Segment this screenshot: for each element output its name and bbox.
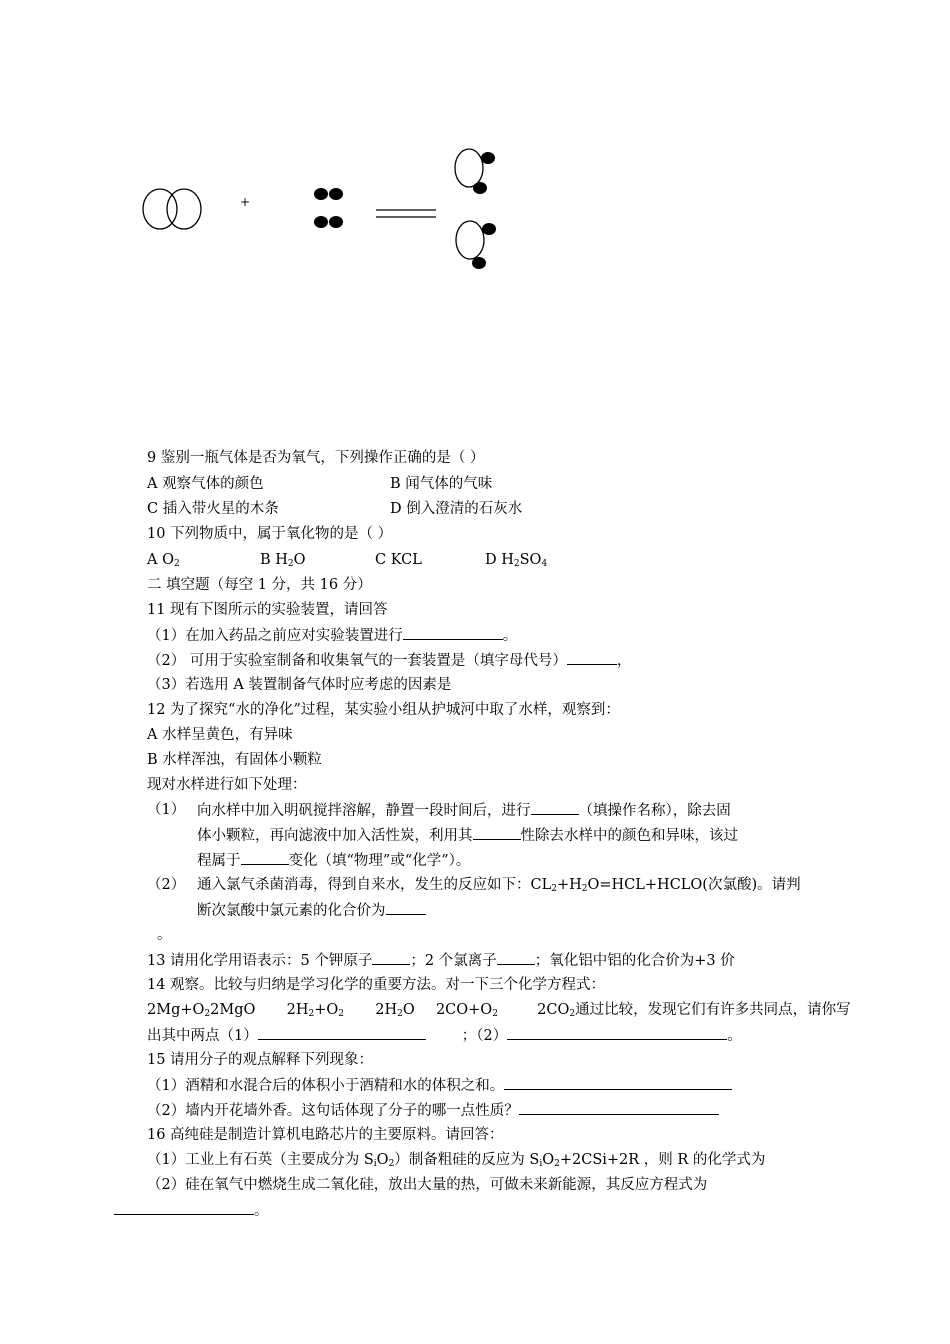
section-heading: 二 填空题（每空 1 分，共 16 分）: [147, 577, 372, 593]
equals-sign: [376, 210, 436, 217]
hydrogen-molecules-icon: [314, 188, 343, 228]
q16-part2: （2）硅在氧气中燃烧生成二氧化硅，放出大量的热，可做未来新能源，其反应方程式为: [147, 1177, 708, 1193]
q9-stem: 9 鉴别一瓶气体是否为氧气，下列操作正确的是（ ）: [147, 450, 485, 466]
q12-step2-line2: 断次氯酸中氯元素的化合价为: [197, 900, 426, 920]
q12-step1-line1: 向水样中加入明矾搅拌溶解，静置一段时间后，进行 （填操作名称），除去固: [197, 800, 731, 820]
q14-equations: $2Mg+O_22MgO$ $2H_2+O_2$ $2H_2O$ $2CO+O_2$ $2CO_2$通过比较，发现它们有许多共同点，请你写: [147, 1002, 851, 1019]
q15-part1: （1）酒精和水混合后的体积小于酒精和水的体积之和。: [147, 1075, 732, 1095]
answer-blank[interactable]: [241, 850, 289, 865]
answer-blank[interactable]: [403, 625, 503, 640]
answer-blank[interactable]: [567, 650, 617, 665]
q11-part1: （1）在加入药品之前应对实验装置进行 。: [147, 625, 517, 645]
answer-blank[interactable]: [519, 1100, 719, 1115]
q10-option-b: B $H_2O$: [260, 552, 306, 569]
q14-stem: 14 观察。比较与归纳是学习化学的重要方法。对一下三个化学方程式：: [147, 977, 606, 993]
q12-intro: 现对水样进行如下处理：: [147, 777, 307, 793]
answer-blank[interactable]: [504, 1075, 732, 1090]
q12-step1-number: （1）: [147, 802, 186, 818]
answer-blank[interactable]: [114, 1200, 254, 1215]
answer-blank[interactable]: [507, 1025, 727, 1040]
q12-observation-b: B 水样浑浊，有固体小颗粒: [147, 752, 322, 768]
answer-blank[interactable]: [473, 825, 521, 840]
q12-stem: 12 为了探究“水的净化”过程，某实验小组从护城河中取了水样，观察到：: [147, 702, 620, 718]
answer-blank[interactable]: [372, 950, 410, 965]
q16-part1: （1）工业上有石英（主要成分为 $S_iO_2$）制备粗硅的反应为 $S_iO_2+2CSi+2R$ ，则 R 的化学式为: [147, 1152, 766, 1169]
q12-step1-line3: 程属于 变化（填“物理”或“化学”）。: [197, 850, 470, 870]
q13-line: 13 请用化学用语表示：5 个钾原子 ；2 个氯离子 ；氧化铝中铝的化合价为+3 价: [147, 950, 735, 970]
q12-observation-a: A 水样呈黄色，有异味: [147, 727, 293, 743]
q15-part2: （2）墙内开花墙外香。这句话体现了分子的哪一点性质？: [147, 1100, 719, 1120]
q11-stem: 11 现有下图所示的实验装置，请回答: [147, 602, 388, 618]
q16-stem: 16 高纯硅是制造计算机电路芯片的主要原料。请回答：: [147, 1127, 504, 1143]
plus-sign: +: [240, 195, 251, 209]
molecule-reaction-diagram: [0, 0, 950, 420]
q9-option-a: A 观察气体的颜色: [147, 476, 264, 492]
q12-step2-line1: 通入氯气杀菌消毒，得到自来水，发生的反应如下：$CL_2+H_2O=HCL+HCLO$(次氯酸)。请判: [197, 877, 801, 894]
q9-option-c: C 插入带火星的木条: [147, 501, 279, 517]
q9-option-d: D 倒入澄清的石灰水: [390, 501, 523, 517]
q9-option-b: B 闻气体的气味: [390, 476, 493, 492]
oxygen-molecule-icon: [143, 189, 201, 229]
answer-blank[interactable]: [386, 900, 426, 915]
q10-option-a: A $O_2$: [147, 552, 180, 569]
q10-option-d: D $H_2SO_4$: [485, 552, 548, 569]
q12-end-mark: 。: [157, 927, 172, 943]
q16-answer-line: 。: [114, 1200, 269, 1220]
answer-blank[interactable]: [497, 950, 535, 965]
q15-stem: 15 请用分子的观点解释下列现象：: [147, 1052, 374, 1068]
q14-answer-line: 出其中两点（1） ；（2） 。: [147, 1025, 742, 1045]
q11-part3: （3）若选用 A 装置制备气体时应考虑的因素是: [147, 677, 452, 693]
water-molecule-icon: [456, 221, 496, 269]
q11-part2: （2） 可用于实验室制备和收集氧气的一套装置是（填字母代号） ，: [147, 650, 631, 670]
q10-stem: 10 下列物质中，属于氧化物的是（ ）: [147, 526, 393, 542]
q12-step2-number: （2）: [147, 877, 186, 893]
q10-option-c: C KCL: [375, 552, 422, 568]
answer-blank[interactable]: [258, 1025, 426, 1040]
water-molecule-icon: [455, 149, 495, 194]
q12-step1-line2: 体小颗粒，再向滤液中加入活性炭，利用其 性除去水样中的颜色和异味，该过: [197, 825, 738, 845]
answer-blank[interactable]: [531, 800, 579, 815]
